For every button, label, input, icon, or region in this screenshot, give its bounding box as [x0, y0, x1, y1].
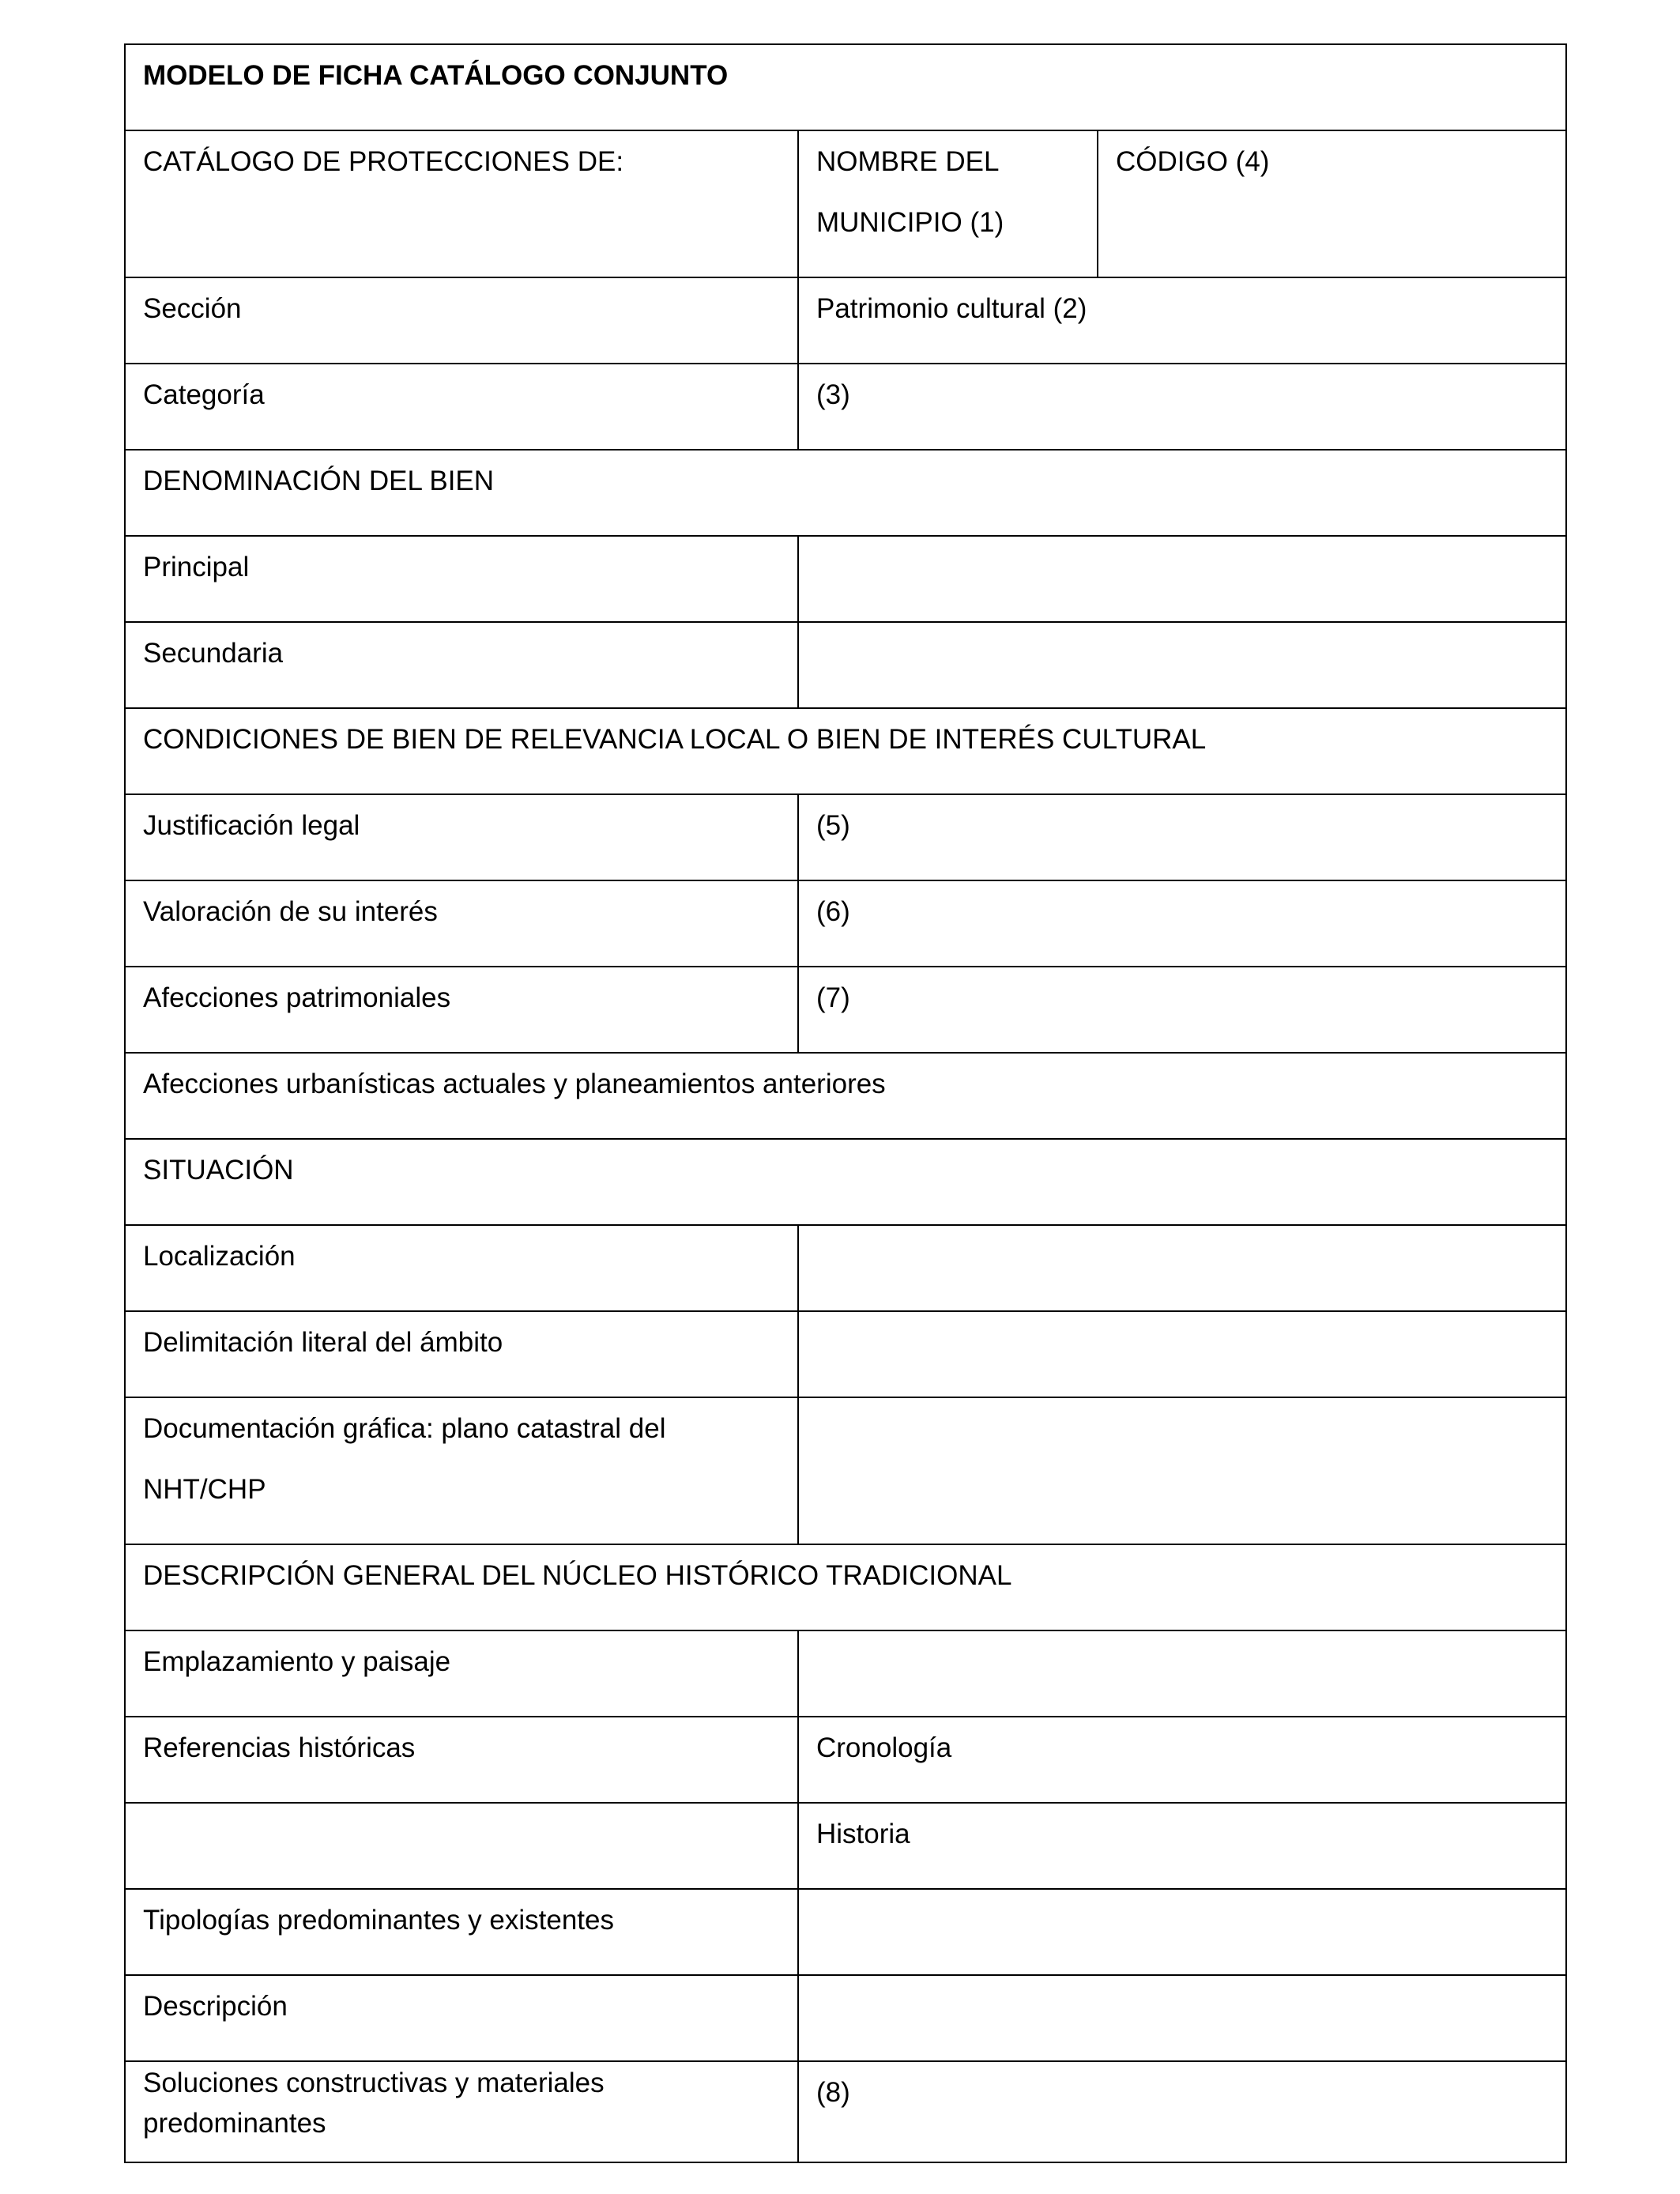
catalog-label: CATÁLOGO DE PROTECCIONES DE:: [125, 130, 798, 277]
row-condiciones: [125, 708, 1566, 794]
categoria-value[interactable]: (3): [798, 364, 1566, 450]
situacion-heading: SITUACIÓN: [125, 1139, 1566, 1225]
secundaria-label: Secundaria: [125, 622, 798, 708]
row-secundaria: [125, 622, 1566, 708]
documentacion-label-line-2: NHT/CHP: [143, 1474, 266, 1505]
soluciones-value[interactable]: (8): [798, 2061, 1566, 2162]
emplazamiento-value[interactable]: [798, 1630, 1566, 1717]
denominacion-heading: DENOMINACIÓN DEL BIEN: [125, 450, 1566, 536]
referencias-label: Referencias históricas: [125, 1717, 798, 1803]
row-referencias: [125, 1717, 1566, 1803]
row-historia: [125, 1803, 1566, 1889]
row-documentacion: [125, 1397, 1566, 1544]
catalog-form-table: [124, 43, 1567, 2163]
emplazamiento-label: Emplazamiento y paisaje: [125, 1630, 798, 1717]
row-denominacion: [125, 450, 1566, 536]
descripcion-label: Descripción: [125, 1975, 798, 2061]
condiciones-heading: CONDICIONES DE BIEN DE RELEVANCIA LOCAL O BIEN DE INTERÉS CULTURAL: [125, 708, 1566, 794]
soluciones-label-line-1: Soluciones constructivas y materiales: [143, 2068, 605, 2098]
afecciones-patrimoniales-value[interactable]: (7): [798, 967, 1566, 1053]
documentacion-label-line-1: Documentación gráfica: plano catastral del: [143, 1413, 666, 1444]
seccion-label: Sección: [125, 277, 798, 364]
soluciones-label: [125, 2061, 798, 2162]
form-title: MODELO DE FICHA CATÁLOGO CONJUNTO: [125, 44, 1566, 130]
row-localizacion: [125, 1225, 1566, 1311]
categoria-label: Categoría: [125, 364, 798, 450]
secundaria-value[interactable]: [798, 622, 1566, 708]
row-justificacion: [125, 794, 1566, 880]
descripcion-general-heading: DESCRIPCIÓN GENERAL DEL NÚCLEO HISTÓRICO TRADICIONAL: [125, 1544, 1566, 1630]
descripcion-value[interactable]: [798, 1975, 1566, 2061]
tipologias-value[interactable]: [798, 1889, 1566, 1975]
historia-value[interactable]: Historia: [798, 1803, 1566, 1889]
row-valoracion: [125, 880, 1566, 967]
row-emplazamiento: [125, 1630, 1566, 1717]
seccion-value[interactable]: Patrimonio cultural (2): [798, 277, 1566, 364]
row-tipologias: [125, 1889, 1566, 1975]
documentacion-label: [125, 1397, 798, 1544]
row-descripcion-general: [125, 1544, 1566, 1630]
municipio-line-1: NOMBRE DEL: [816, 146, 1000, 177]
localizacion-value[interactable]: [798, 1225, 1566, 1311]
afecciones-patrimoniales-label: Afecciones patrimoniales: [125, 967, 798, 1053]
localizacion-label: Localización: [125, 1225, 798, 1311]
delimitacion-label: Delimitación literal del ámbito: [125, 1311, 798, 1397]
soluciones-label-line-2: predominantes: [143, 2108, 326, 2139]
row-afecciones-urbanisticas: [125, 1053, 1566, 1139]
codigo-cell[interactable]: CÓDIGO (4): [1098, 130, 1566, 277]
cronologia-value[interactable]: Cronología: [798, 1717, 1566, 1803]
justificacion-value[interactable]: (5): [798, 794, 1566, 880]
row-categoria: [125, 364, 1566, 450]
justificacion-label: Justificación legal: [125, 794, 798, 880]
row-afecciones-patrimoniales: [125, 967, 1566, 1053]
principal-value[interactable]: [798, 536, 1566, 622]
delimitacion-value[interactable]: [798, 1311, 1566, 1397]
afecciones-urbanisticas-heading: Afecciones urbanísticas actuales y planeamientos anteriores: [125, 1053, 1566, 1139]
municipio-cell[interactable]: [798, 130, 1098, 277]
valoracion-label: Valoración de su interés: [125, 880, 798, 967]
row-descripcion: [125, 1975, 1566, 2061]
documentacion-value[interactable]: [798, 1397, 1566, 1544]
row-principal: [125, 536, 1566, 622]
title-row: [125, 44, 1566, 130]
historia-label: [125, 1803, 798, 1889]
row-delimitacion: [125, 1311, 1566, 1397]
principal-label: Principal: [125, 536, 798, 622]
municipio-line-2: MUNICIPIO (1): [816, 207, 1004, 238]
valoracion-value[interactable]: (6): [798, 880, 1566, 967]
tipologias-label: Tipologías predominantes y existentes: [125, 1889, 798, 1975]
header-row: [125, 130, 1566, 277]
row-seccion: [125, 277, 1566, 364]
row-situacion: [125, 1139, 1566, 1225]
row-soluciones: [125, 2061, 1566, 2162]
